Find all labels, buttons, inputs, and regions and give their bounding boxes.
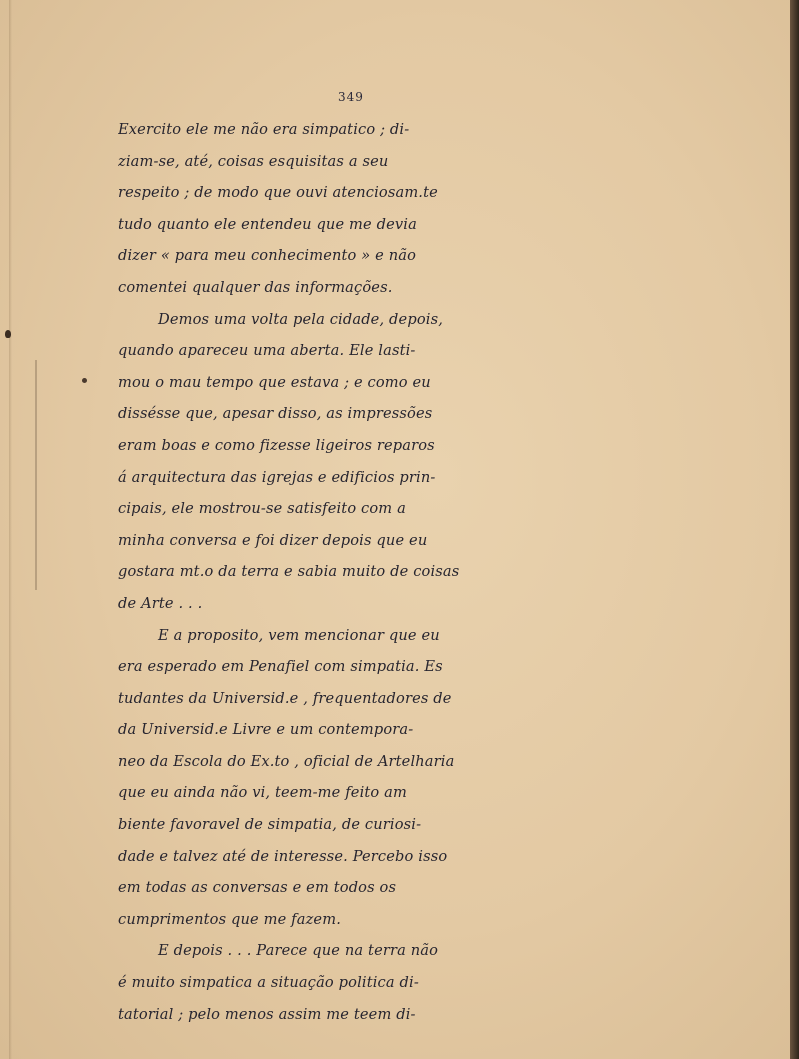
paragraph-start-line: E a proposito, vem mencionar que eu: [158, 626, 440, 644]
text-line: neo da Escola do Ex.to , oficial de Artelharia: [118, 752, 455, 770]
text-line: comentei qualquer das informações.: [118, 278, 393, 296]
ink-spot: [82, 378, 87, 383]
text-line: tudo quanto ele entendeu que me devia: [118, 215, 417, 233]
text-line: cumprimentos que me fazem.: [118, 910, 341, 928]
binding-mark: [5, 330, 11, 338]
page-edge-shadow: [790, 0, 799, 1059]
text-line: de Arte . . .: [118, 594, 203, 612]
text-line: em todas as conversas e em todos os: [118, 879, 397, 897]
text-line: Exercito ele me não era simpatico ; di-: [118, 121, 410, 138]
handwritten-text: [118, 114, 598, 1030]
text-line: minha conversa e foi dizer depois que eu: [118, 531, 428, 549]
text-line: era esperado em Penafiel com simpatia. Es: [118, 658, 443, 676]
text-line: dizer « para meu conhecimento » e não: [118, 247, 417, 265]
text-line: cipais, ele mostrou-se satisfeito com a: [118, 500, 406, 518]
text-line: ziam-se, até, coisas esquisitas a seu: [118, 152, 389, 170]
page-number: 349: [338, 90, 364, 104]
margin-line: [35, 360, 37, 590]
text-line: dade e talvez até de interesse. Percebo isso: [118, 847, 448, 865]
text-line: eram boas e como fizesse ligeiros reparos: [118, 436, 435, 454]
text-line: dissésse que, apesar disso, as impressões: [118, 405, 433, 423]
text-line: gostara mt.o da terra e sabia muito de coisas: [118, 563, 460, 581]
text-line: que eu ainda não vi, teem-me feito am: [118, 784, 407, 802]
text-line: respeito ; de modo que ouvi atenciosam.te: [118, 184, 438, 202]
text-line: mou o mau tempo que estava ; e como eu: [118, 373, 431, 391]
text-line: tatorial ; pelo menos assim me teem di-: [118, 1005, 416, 1023]
text-line: biente favoravel de simpatia, de curiosi-: [118, 816, 422, 834]
text-line: da Universid.e Livre e um contempora-: [118, 721, 414, 739]
text-line: quando apareceu uma aberta. Ele lasti-: [118, 342, 416, 360]
text-line: é muito simpatica a situação politica di-: [118, 974, 419, 992]
page-crease: [9, 0, 12, 1059]
paragraph-start-line: Demos uma volta pela cidade, depois,: [158, 310, 443, 328]
text-line: á arquitectura das igrejas e edificios prin-: [118, 468, 436, 486]
text-line: tudantes da Universid.e , frequentadores de: [118, 689, 452, 707]
paragraph-start-line: E depois . . . Parece que na terra não: [158, 942, 439, 960]
